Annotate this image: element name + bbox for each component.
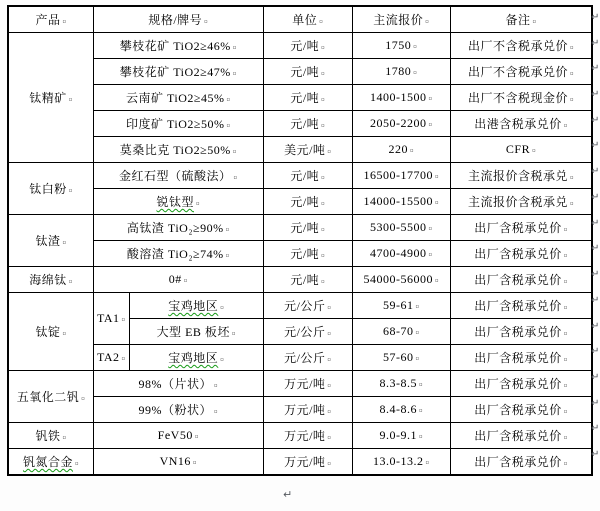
unit-cell-text: 万元/吨 — [284, 429, 326, 443]
spec-cell — [93, 85, 263, 111]
end-of-cell-mark: ¤ — [321, 122, 325, 130]
unit-cell — [263, 241, 352, 267]
unit-cell — [263, 345, 352, 371]
spec-cell — [93, 397, 263, 423]
note-cell-text: 出厂含税承兑价 — [474, 455, 562, 469]
end-of-cell-mark: ¤ — [532, 147, 536, 155]
end-of-cell-mark: ¤ — [563, 330, 568, 338]
unit-cell-text: 元/公斤 — [284, 325, 326, 339]
product-cell — [8, 33, 93, 163]
note-cell-text: 出厂含税承兑价 — [474, 299, 562, 313]
note-cell-text: 出厂含税承兑价 — [474, 221, 562, 235]
note-cell-text: 出厂含税承兑价 — [474, 403, 562, 417]
note-cell-text: 出厂不含税承兑价 — [467, 39, 568, 53]
unit-cell — [263, 267, 352, 293]
end-of-cell-mark: ¤ — [75, 460, 79, 468]
table-row — [8, 59, 592, 85]
col-header-label: 单位 — [292, 13, 318, 27]
product-cell-text: 钛锭 — [35, 325, 61, 339]
price-cell — [352, 397, 450, 423]
note-cell-text: 出港含税承兑价 — [474, 117, 562, 131]
note-cell — [450, 215, 592, 241]
unit-cell — [263, 319, 352, 345]
end-of-row-mark: ↵ — [591, 166, 600, 178]
col-header-label: 备注 — [505, 13, 531, 27]
price-cell — [352, 423, 450, 449]
end-of-cell-mark: ¤ — [81, 395, 85, 403]
note-cell — [450, 345, 592, 371]
table-row — [8, 293, 592, 319]
unit-cell — [263, 449, 352, 476]
spec-cell-text: 攀枝花矿 TiO2≥47% — [119, 65, 231, 79]
price-cell-text: 13.0-13.2 — [373, 454, 424, 468]
price-cell — [352, 267, 450, 293]
price-cell-text: 8.4-8.6 — [379, 402, 417, 416]
end-of-cell-mark: ¤ — [327, 356, 331, 364]
product-cell-text: 钛白粉 — [29, 182, 67, 196]
note-cell-text: 出厂不含税现金价 — [467, 91, 568, 105]
end-of-row-mark: ↵ — [591, 217, 600, 229]
unit-cell — [263, 293, 352, 319]
note-cell-text: 主流报价含税承兑 — [467, 195, 568, 209]
spec-cell-text: 印度矿 TiO2≥50% — [126, 117, 225, 131]
spec-cell-text: 锐钛型 — [156, 195, 194, 209]
end-of-cell-mark: ¤ — [319, 18, 323, 26]
spec-cell-text: 98%（片状） — [138, 377, 212, 391]
unit-cell-text: 元/吨 — [290, 273, 320, 287]
unit-cell — [263, 371, 352, 397]
note-cell — [450, 189, 592, 215]
note-cell-text: 出厂含税承兑价 — [474, 429, 562, 443]
note-cell — [450, 59, 592, 85]
product-cell-text: 五氧化二钒 — [16, 390, 80, 404]
table-row — [8, 397, 592, 423]
price-cell — [352, 371, 450, 397]
end-of-cell-mark: ¤ — [563, 408, 568, 416]
end-of-row-mark: ↵ — [591, 114, 600, 126]
end-of-cell-mark: ¤ — [563, 434, 568, 442]
note-cell-text: 主流报价含税承兑 — [467, 169, 568, 183]
end-of-cell-mark: ¤ — [327, 304, 331, 312]
note-cell — [450, 85, 592, 111]
end-of-cell-mark: ¤ — [563, 252, 568, 260]
product-cell-text: 海绵钛 — [29, 273, 67, 287]
product-cell — [8, 423, 93, 449]
price-cell — [352, 59, 450, 85]
note-cell-text: CFR — [505, 142, 531, 156]
table-row — [8, 241, 592, 267]
end-of-cell-mark: ¤ — [410, 147, 414, 155]
spec-cell — [93, 215, 263, 241]
unit-cell — [263, 85, 352, 111]
note-cell — [450, 449, 592, 476]
spec-cell-text: 酸溶渣 TiO₂≥74% — [126, 247, 224, 261]
end-of-row-mark: ↵ — [591, 243, 600, 255]
unit-cell — [263, 423, 352, 449]
end-of-cell-mark: ¤ — [419, 381, 423, 389]
col-header-product — [8, 6, 93, 33]
price-cell — [352, 215, 450, 241]
end-of-cell-mark: ¤ — [425, 459, 429, 467]
col-header-label: 主流报价 — [373, 13, 424, 27]
price-cell-text: 5300-5500 — [370, 220, 427, 234]
note-cell-text: 出厂不含税承兑价 — [467, 65, 568, 79]
end-of-cell-mark: ¤ — [563, 226, 568, 234]
end-of-cell-mark: ¤ — [415, 303, 419, 311]
end-of-cell-mark: ¤ — [220, 304, 224, 312]
col-header-spec — [93, 6, 263, 33]
price-cell — [352, 33, 450, 59]
end-of-row-mark: ↵ — [591, 11, 600, 23]
table-row — [8, 371, 592, 397]
end-of-row-mark: ↵ — [591, 423, 600, 435]
unit-cell — [263, 163, 352, 189]
unit-cell — [263, 111, 352, 137]
end-of-cell-mark: ¤ — [327, 148, 331, 156]
price-cell-text: 2050-2200 — [370, 116, 427, 130]
end-of-cell-mark: ¤ — [62, 18, 66, 26]
end-of-cell-mark: ¤ — [226, 122, 230, 130]
note-cell-text: 出厂含税承兑价 — [474, 325, 562, 339]
end-of-cell-mark: ¤ — [231, 330, 236, 338]
price-cell-text: 220 — [388, 142, 408, 156]
end-of-cell-mark: ¤ — [428, 251, 432, 259]
price-cell — [352, 189, 450, 215]
end-of-cell-mark: ¤ — [321, 96, 325, 104]
price-cell-text: 59-61 — [383, 298, 414, 312]
price-cell — [352, 449, 450, 476]
end-of-row-mark: ↵ — [591, 37, 600, 49]
unit-cell — [263, 33, 352, 59]
end-of-cell-mark: ¤ — [532, 18, 536, 26]
end-of-cell-mark: ¤ — [121, 316, 126, 324]
price-cell-text: 1400-1500 — [370, 90, 427, 104]
price-cell — [352, 241, 450, 267]
end-of-cell-mark: ¤ — [321, 44, 325, 52]
spec-cell — [93, 137, 263, 163]
end-of-cell-mark: ¤ — [570, 70, 574, 78]
end-of-cell-mark: ¤ — [192, 459, 197, 467]
table-row — [8, 345, 592, 371]
spec-cell — [93, 449, 263, 476]
unit-cell-text: 元/吨 — [290, 65, 320, 79]
end-of-cell-mark: ¤ — [435, 277, 439, 285]
note-cell — [450, 371, 592, 397]
end-of-cell-mark: ¤ — [225, 226, 230, 234]
table-row — [8, 215, 592, 241]
spec-cell-text: 云南矿 TiO2≥45% — [126, 91, 225, 105]
end-of-cell-mark: ¤ — [327, 434, 331, 442]
product-cell — [8, 449, 93, 476]
note-cell-text: 出厂含税承兑价 — [474, 351, 562, 365]
spec-cell-text: 99%（粉状） — [138, 403, 212, 417]
table-row — [8, 163, 592, 189]
price-cell-text: 8.3-8.5 — [379, 376, 417, 390]
header-row — [8, 6, 592, 33]
end-of-cell-mark: ¤ — [196, 200, 200, 208]
end-of-cell-mark: ¤ — [563, 278, 568, 286]
price-cell-text: 1780 — [385, 64, 412, 78]
product-cell — [8, 215, 93, 267]
end-of-cell-mark: ¤ — [563, 460, 568, 468]
end-of-cell-mark: ¤ — [419, 407, 423, 415]
end-of-cell-mark: ¤ — [415, 329, 419, 337]
table-row — [8, 85, 592, 111]
end-of-cell-mark: ¤ — [233, 174, 237, 182]
note-cell — [450, 267, 592, 293]
spec-cell-text: 莫桑比克 TiO2≥50% — [119, 143, 231, 157]
unit-cell-text: 元/吨 — [290, 117, 320, 131]
end-of-row-mark: ↵ — [591, 371, 600, 383]
end-of-cell-mark: ¤ — [204, 18, 208, 26]
end-of-cell-mark: ¤ — [570, 200, 574, 208]
note-cell — [450, 33, 592, 59]
end-of-cell-mark: ¤ — [428, 225, 432, 233]
note-cell-text: 出厂含税承兑价 — [474, 247, 562, 261]
product-cell — [8, 267, 93, 293]
end-of-cell-mark: ¤ — [232, 148, 237, 156]
price-cell — [352, 293, 450, 319]
end-of-cell-mark: ¤ — [321, 252, 325, 260]
end-of-cell-mark: ¤ — [321, 226, 325, 234]
product-cell-text: 钛渣 — [35, 234, 61, 248]
end-of-row-mark: ↵ — [591, 89, 600, 101]
unit-cell-text: 元/公斤 — [284, 351, 326, 365]
end-of-cell-mark: ¤ — [428, 121, 432, 129]
end-of-cell-mark: ¤ — [226, 96, 230, 104]
note-cell — [450, 163, 592, 189]
price-cell-text: 4700-4900 — [370, 246, 427, 260]
end-of-row-mark: ↵ — [591, 449, 600, 461]
unit-cell-text: 元/吨 — [290, 247, 320, 261]
end-of-cell-mark: ¤ — [321, 278, 325, 286]
spec-cell-text: VN16 — [159, 454, 191, 468]
col-header-price — [352, 6, 450, 33]
end-of-cell-mark: ¤ — [413, 69, 417, 77]
note-cell — [450, 319, 592, 345]
unit-cell-text: 万元/吨 — [284, 403, 326, 417]
note-cell — [450, 137, 592, 163]
end-of-cell-mark: ¤ — [570, 174, 574, 182]
end-of-cell-mark: ¤ — [327, 460, 331, 468]
price-cell — [352, 163, 450, 189]
end-of-cell-mark: ¤ — [570, 44, 574, 52]
spec-cell — [129, 293, 263, 319]
product-cell-text: 钒铁 — [35, 429, 61, 443]
end-of-cell-mark: ¤ — [327, 382, 331, 390]
note-cell — [450, 293, 592, 319]
price-cell — [352, 111, 450, 137]
end-of-row-mark: ↵ — [591, 294, 600, 306]
price-cell-text: 54000-56000 — [363, 272, 433, 286]
unit-cell-text: 万元/吨 — [284, 455, 326, 469]
end-of-cell-mark: ¤ — [62, 239, 66, 247]
note-cell — [450, 423, 592, 449]
col-header-note — [450, 6, 592, 33]
note-cell-text: 出厂含税承兑价 — [474, 273, 562, 287]
spec-cell-text: FeV50 — [157, 428, 193, 442]
end-of-row-mark: ↵ — [591, 397, 600, 409]
spec-cell-text: 宝鸡地区 — [168, 351, 219, 365]
note-cell-text: 出厂含税承兑价 — [474, 377, 562, 391]
spec-cell-text: 宝鸡地区 — [168, 299, 219, 313]
table-row — [8, 111, 592, 137]
unit-cell-text: 元/吨 — [290, 39, 320, 53]
product-cell — [8, 163, 93, 215]
spec-cell — [93, 111, 263, 137]
note-cell — [450, 111, 592, 137]
unit-cell-text: 元/吨 — [290, 195, 320, 209]
end-of-cell-mark: ¤ — [62, 330, 66, 338]
end-of-cell-mark: ¤ — [321, 174, 325, 182]
unit-cell-text: 万元/吨 — [284, 377, 326, 391]
end-of-cell-mark: ¤ — [563, 356, 568, 364]
end-of-cell-mark: ¤ — [425, 18, 429, 26]
spec-cell — [129, 345, 263, 371]
table-row — [8, 267, 592, 293]
table-row — [8, 449, 592, 476]
product-cell-text: 钛精矿 — [29, 91, 67, 105]
end-of-cell-mark: ¤ — [419, 433, 423, 441]
unit-cell — [263, 215, 352, 241]
spec-cell — [93, 189, 263, 215]
unit-cell-text: 元/吨 — [290, 91, 320, 105]
unit-cell — [263, 189, 352, 215]
end-of-cell-mark: ¤ — [121, 355, 126, 363]
end-of-cell-mark: ¤ — [415, 355, 419, 363]
end-of-cell-mark: ¤ — [428, 95, 432, 103]
end-of-cell-mark: ¤ — [225, 252, 230, 260]
end-of-cell-mark: ¤ — [327, 408, 331, 416]
end-of-cell-mark: ¤ — [435, 173, 439, 181]
table-row — [8, 423, 592, 449]
grade-cell — [93, 345, 129, 371]
spec-cell — [93, 59, 263, 85]
end-of-row-mark: ↵ — [591, 140, 600, 152]
grade-cell-text: TA1 — [96, 311, 120, 325]
unit-cell — [263, 137, 352, 163]
price-cell-text: 68-70 — [383, 324, 414, 338]
end-of-row-mark: ↵ — [591, 63, 600, 75]
end-of-cell-mark: ¤ — [435, 199, 439, 207]
price-cell — [352, 345, 450, 371]
unit-cell — [263, 59, 352, 85]
price-cell — [352, 319, 450, 345]
col-header-label: 规格/牌号 — [148, 13, 203, 27]
note-cell — [450, 397, 592, 423]
table-row — [8, 33, 592, 59]
end-of-cell-mark: ¤ — [62, 434, 66, 442]
end-of-cell-mark: ¤ — [563, 122, 568, 130]
price-cell-text: 9.0-9.1 — [379, 428, 417, 442]
end-of-row-mark: ↵ — [591, 269, 600, 281]
unit-cell-text: 元/吨 — [290, 221, 320, 235]
end-of-cell-mark: ¤ — [563, 382, 568, 390]
end-of-cell-mark: ¤ — [68, 278, 73, 286]
end-of-cell-mark: ¤ — [214, 382, 218, 390]
end-of-row-mark: ↵ — [591, 346, 600, 358]
end-of-cell-mark: ¤ — [194, 433, 199, 441]
unit-cell — [263, 397, 352, 423]
spec-cell — [93, 241, 263, 267]
end-of-row-mark: ↵ — [591, 320, 600, 332]
grade-cell-text: TA2 — [96, 350, 120, 364]
price-table — [7, 5, 593, 476]
spec-cell — [129, 319, 263, 345]
note-cell — [450, 241, 592, 267]
unit-cell-text: 美元/吨 — [284, 143, 326, 157]
spec-cell — [93, 33, 263, 59]
price-cell — [352, 137, 450, 163]
end-of-cell-mark: ¤ — [327, 330, 331, 338]
spec-cell — [93, 163, 263, 189]
col-header-label: 产品 — [35, 13, 61, 27]
table-row — [8, 137, 592, 163]
spec-cell-text: 金红石型（硫酸法） — [118, 169, 232, 183]
end-of-cell-mark: ¤ — [214, 408, 218, 416]
price-cell — [352, 85, 450, 111]
end-of-cell-mark: ¤ — [232, 70, 237, 78]
table-row — [8, 189, 592, 215]
end-of-cell-mark: ¤ — [570, 96, 574, 104]
col-header-unit — [263, 6, 352, 33]
end-of-cell-mark: ¤ — [413, 43, 417, 51]
end-of-cell-mark: ¤ — [321, 200, 325, 208]
end-of-cell-mark: ¤ — [321, 70, 325, 78]
end-of-cell-mark: ¤ — [232, 44, 237, 52]
product-cell — [8, 371, 93, 423]
end-of-row-mark: ↵ — [591, 191, 600, 203]
spec-cell-text: 高钛渣 TiO₂≥90% — [126, 221, 224, 235]
product-cell — [8, 293, 93, 371]
end-of-cell-mark: ¤ — [68, 96, 73, 104]
end-of-cell-mark: ¤ — [220, 356, 224, 364]
product-cell-text: 钒氮合金 — [22, 455, 73, 469]
price-cell-text: 14000-15500 — [363, 194, 433, 208]
unit-cell-text: 元/吨 — [290, 169, 320, 183]
spec-cell-text: 大型 EB 板坯 — [156, 325, 230, 339]
spec-cell — [93, 371, 263, 397]
spec-cell-text: 攀枝花矿 TiO2≥46% — [119, 39, 231, 53]
paragraph-mark: ↵ — [283, 488, 293, 501]
end-of-cell-mark: ¤ — [183, 277, 188, 285]
price-cell-text: 16500-17700 — [363, 168, 433, 182]
end-of-cell-mark: ¤ — [563, 304, 568, 312]
price-cell-text: 1750 — [385, 38, 412, 52]
spec-cell — [93, 423, 263, 449]
end-of-cell-mark: ¤ — [68, 187, 73, 195]
grade-cell — [93, 293, 129, 345]
spec-cell — [93, 267, 263, 293]
unit-cell-text: 元/公斤 — [284, 299, 326, 313]
price-cell-text: 57-60 — [383, 350, 414, 364]
spec-cell-text: 0# — [168, 272, 182, 286]
